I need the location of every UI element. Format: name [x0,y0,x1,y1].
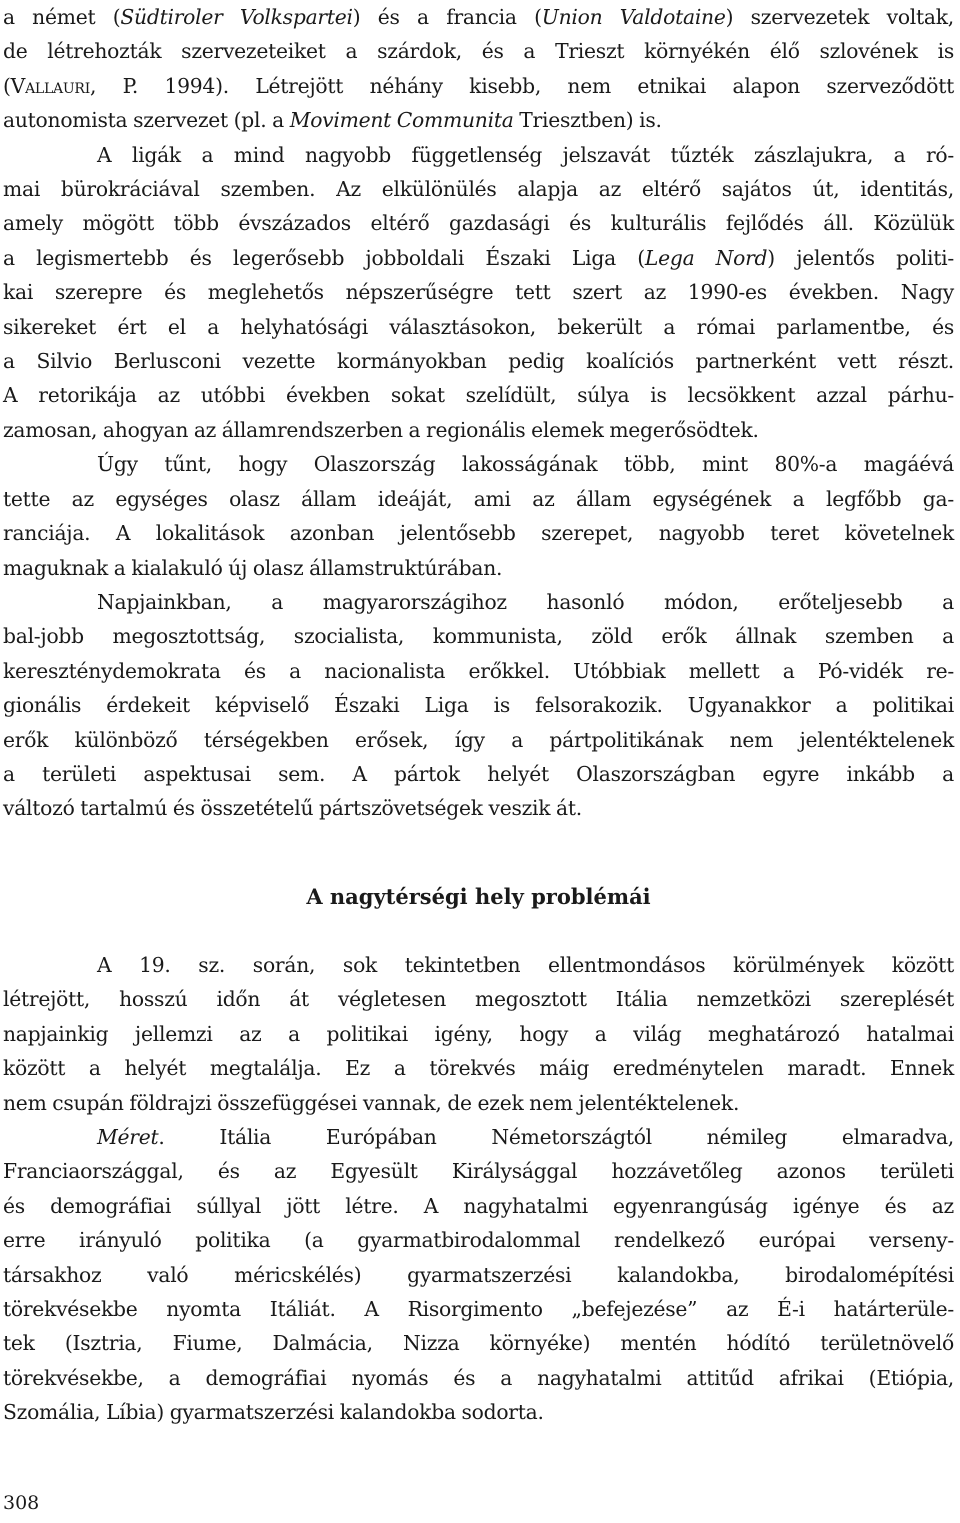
text-run: a legismertebb és legerősebb jobboldali Északi Liga ( [3,245,645,270]
italic-term: Union Valdotaine [541,5,726,29]
italic-term: Méret [97,1125,159,1150]
italic-term: Südtiroler Volkspartei [120,5,353,29]
text-line [3,103,954,137]
text-run: mai bürokráciával szemben. Az elkülönülés alapja az eltérő sajátos út, identitás, [3,177,954,202]
paragraph [3,447,954,585]
text-run: erre irányuló politika (a gyarmatbirodalommal rendelkező európai verseny- [3,1228,954,1253]
body-text-section-2 [3,948,954,1430]
text-run: . Itália Európában Németországtól némileg elmaradva, [158,1125,954,1150]
text-run: gionális érdekeit képviselő Északi Liga is felsorakozik. Ugyanakkor a politikai [3,693,954,718]
text-run: , P. 1994). Létrejött néhány kisebb, nem etnikai alapon szerveződött [90,73,954,98]
text-line [3,1189,954,1223]
text-run: zamosan, ahogyan az államrendszerben a regionális elemek megerősödtek. [3,417,759,442]
text-line [3,241,954,275]
text-line [3,206,954,240]
text-run: ) jelentős politi- [767,245,954,270]
text-run: A retorikája az utóbbi években sokat szelídült, súlya is lecsökkent azzal párhu- [3,383,954,408]
text-run: törekvésekbe, a demográfiai nyomás és a nagyhatalmi attitűd afrikai (Etiópia, [3,1365,954,1390]
paragraph [3,948,954,1120]
document-page [3,0,954,1425]
text-run: tette az egységes olasz állam ideáját, ami az állam egységének a legfőbb ga- [3,486,954,511]
text-run: A ligák a mind nagyobb függetlenség jelszavát tűzték zászlajukra, a ró- [97,142,954,167]
text-run: ranciája. A lokalitások azonban jelentősebb szerepet, nagyobb teret követelnek [3,521,954,546]
text-line [3,275,954,309]
text-line [3,757,954,791]
text-run: társakhoz való méricskélés) gyarmatszerzési kalandokba, birodalomépítési [3,1262,954,1287]
text-run: a német ( [3,5,121,29]
text-run: a területi aspektusai sem. A pártok helyét Olaszországban egyre inkább a [3,761,954,786]
section-heading: A nagytérségi hely problémái [306,884,651,909]
text-line [3,654,954,688]
text-run: bal-jobb megosztottság, szocialista, kommunista, zöld erők állnak szemben a [3,624,954,649]
text-line [3,344,954,378]
text-line [3,1395,954,1429]
text-run: között a helyét megtalálja. Ez a törekvés máig eredménytelen maradt. Ennek [3,1056,954,1081]
paragraph [3,585,954,826]
text-run: erők különböző térségekben erősek, így a pártpolitikának nem jelentéktelenek [3,727,954,752]
text-run: de létrehozták szervezeteiket a szárdok, és a Trieszt környékén élő szlovének is [3,39,954,64]
text-line [3,585,954,619]
italic-term: Moviment Communita [289,108,514,133]
text-line [3,1017,954,1051]
text-line [3,516,954,550]
text-line [3,172,954,206]
text-line [3,1326,954,1360]
text-run: napjainkig jellemzi az a politikai igény, hogy a világ meghatározó hatalmai [3,1021,954,1046]
paragraph [3,138,954,448]
text-run: Franciaországgal, és az Egyesült Királysággal hozzávetőleg azonos területi [3,1159,954,1184]
text-run: A 19. sz. során, sok tekintetben ellentmondásos körülmények között [97,953,954,977]
text-line [3,138,954,172]
text-line [3,948,954,982]
text-run: változó tartalmú és összetételű pártszövetségek veszik át. [3,796,582,821]
text-line [3,723,954,757]
text-line [3,1120,954,1154]
text-line [3,310,954,344]
text-line [3,619,954,653]
paragraph [3,1120,954,1430]
text-line [3,378,954,412]
text-run: kereszténydemokrata és a nacionalista erőkkel. Utóbbiak mellett a Pó-vidék re- [3,658,954,683]
text-line [3,1223,954,1257]
text-line [3,1051,954,1085]
text-line [3,1361,954,1395]
text-run: ) és a francia ( [352,5,542,29]
text-line [3,34,954,68]
text-run: Szomália, Líbia) gyarmatszerzési kalandokba sodorta. [3,1400,544,1425]
paragraph [3,0,954,138]
text-run: sikereket ért el a helyhatósági választásokon, bekerült a római parlamentbe, és [3,314,954,339]
text-run: nem csupán földrajzi összefüggései vannak, de ezek nem jelentéktelenek. [3,1090,740,1115]
text-run: ) szervezetek voltak, [725,5,954,29]
text-line [3,69,954,103]
text-run: Úgy tűnt, hogy Olaszország lakosságának több, mint 80%-a magáévá [97,452,954,477]
text-run: Triesztben) is. [513,108,662,133]
text-line [3,551,954,585]
text-run: maguknak a kialakuló új olasz államstruktúrában. [3,555,503,580]
text-line [3,482,954,516]
text-line [3,0,954,34]
text-line [3,413,954,447]
body-text-section-1 [3,0,954,826]
text-line [3,447,954,481]
italic-term: Lega Nord [644,245,768,270]
text-line [3,688,954,722]
text-line [3,1154,954,1188]
page-number: 308 [3,1492,40,1514]
text-run: amely mögött több évszázados eltérő gazdasági és kulturális fejlődés áll. Közülük [3,211,954,236]
text-run: a Silvio Berlusconi vezette kormányokban pedig koalíciós partnerként vett részt. [3,349,954,374]
text-run: tek (Isztria, Fiume, Dalmácia, Nizza környéke) mentén hódító területnövelő [3,1331,954,1356]
text-line [3,1258,954,1292]
text-run: ( [3,73,11,98]
text-run: létrejött, hosszú időn át végletesen megosztott Itália nemzetközi szereplését [3,987,954,1012]
author-citation: Vallauri [10,73,91,98]
text-line [3,791,954,825]
text-run: és demográfiai súllyal jött létre. A nagyhatalmi egyenrangúság igénye és az [3,1193,954,1218]
text-run: törekvésekbe nyomta Itáliát. A Risorgimento „befejezése” az É-i határterüle- [3,1297,954,1322]
text-run: autonomista szervezet (pl. a [3,108,290,133]
text-run: kai szerepre és meglehetős népszerűségre tett szert az 1990-es években. Nagy [3,280,954,305]
text-line [3,982,954,1016]
text-run: Napjainkban, a magyarországihoz hasonló módon, erőteljesebb a [97,589,954,614]
text-line [3,1292,954,1326]
text-line [3,1086,954,1120]
